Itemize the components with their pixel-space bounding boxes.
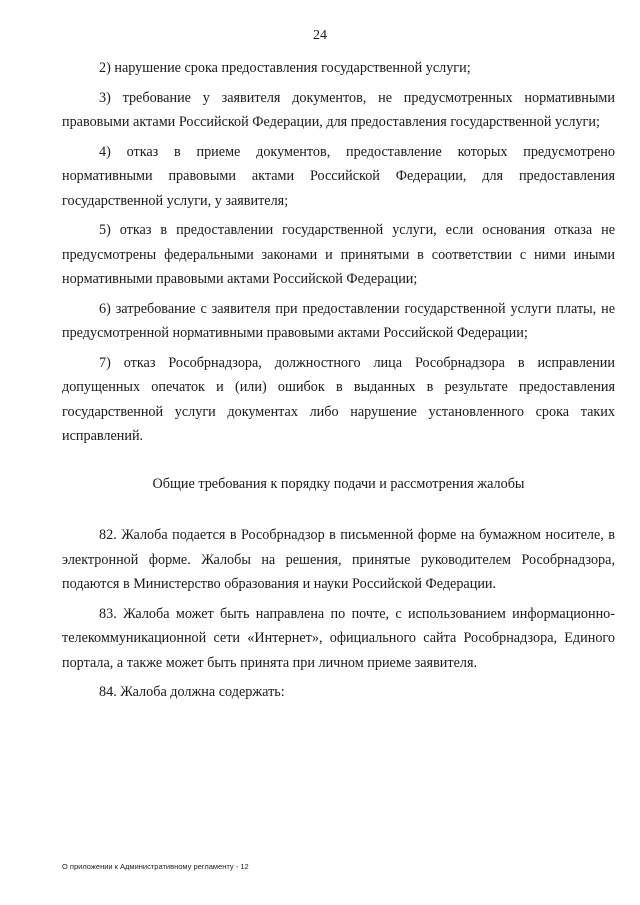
list-item-7: 7) отказ Рособрнадзора, должностного лица Рособрнадзора в исправлении допущенных опечаток и (или) ошибок в выданных в результате предоставления государственной услуги документах либо нарушение установленного срока таких исправлений. (62, 354, 615, 444)
section-heading: Общие требования к порядку подачи и рассмотрения жалобы (152, 475, 525, 492)
page-number: 24 (313, 28, 327, 43)
list-item-5: 5) отказ в предоставлении государственной услуги, если основания отказа не предусмотрены федеральными законами и принятыми в соответствии с ними иными нормативными правовыми актами Российской Федерации; (62, 222, 615, 287)
document-body (62, 56, 615, 710)
list-item-4: 4) отказ в приеме документов, предоставление которых предусмотрено нормативными правовыми актами Российской Федерации, для предоставления государственной услуги, у заявителя; (62, 143, 615, 209)
list-item-3: 3) требование у заявителя документов, не предусмотренных нормативными правовыми актами Российской Федерации, для предоставления государственной услуги; (62, 89, 615, 130)
clause-84: 84. Жалоба должна содержать: (99, 684, 285, 700)
clause-82: 82. Жалоба подается в Рособрнадзор в письменной форме на бумажном носителе, в электронной форме. Жалобы на решения, принятые руководителем Рособрнадзора, подаются в Министерство образования и науки Российской Федерации. (62, 527, 615, 592)
clause-83: 83. Жалоба может быть направлена по почте, с использованием информационно-телекоммуникационной сети «Интернет», официального сайта Рособрнадзора, Единого портала, а также может быть принята при личном приеме заявителя. (62, 605, 615, 671)
list-item-2: 2) нарушение срока предоставления государственной услуги; (99, 60, 471, 76)
list-item-6: 6) затребование с заявителя при предоставлении государственной услуги платы, не предусмотренной нормативными правовыми актами Российской Федерации; (62, 300, 615, 341)
page-footer: О приложении к Административному регламенту - 12 (62, 862, 249, 871)
